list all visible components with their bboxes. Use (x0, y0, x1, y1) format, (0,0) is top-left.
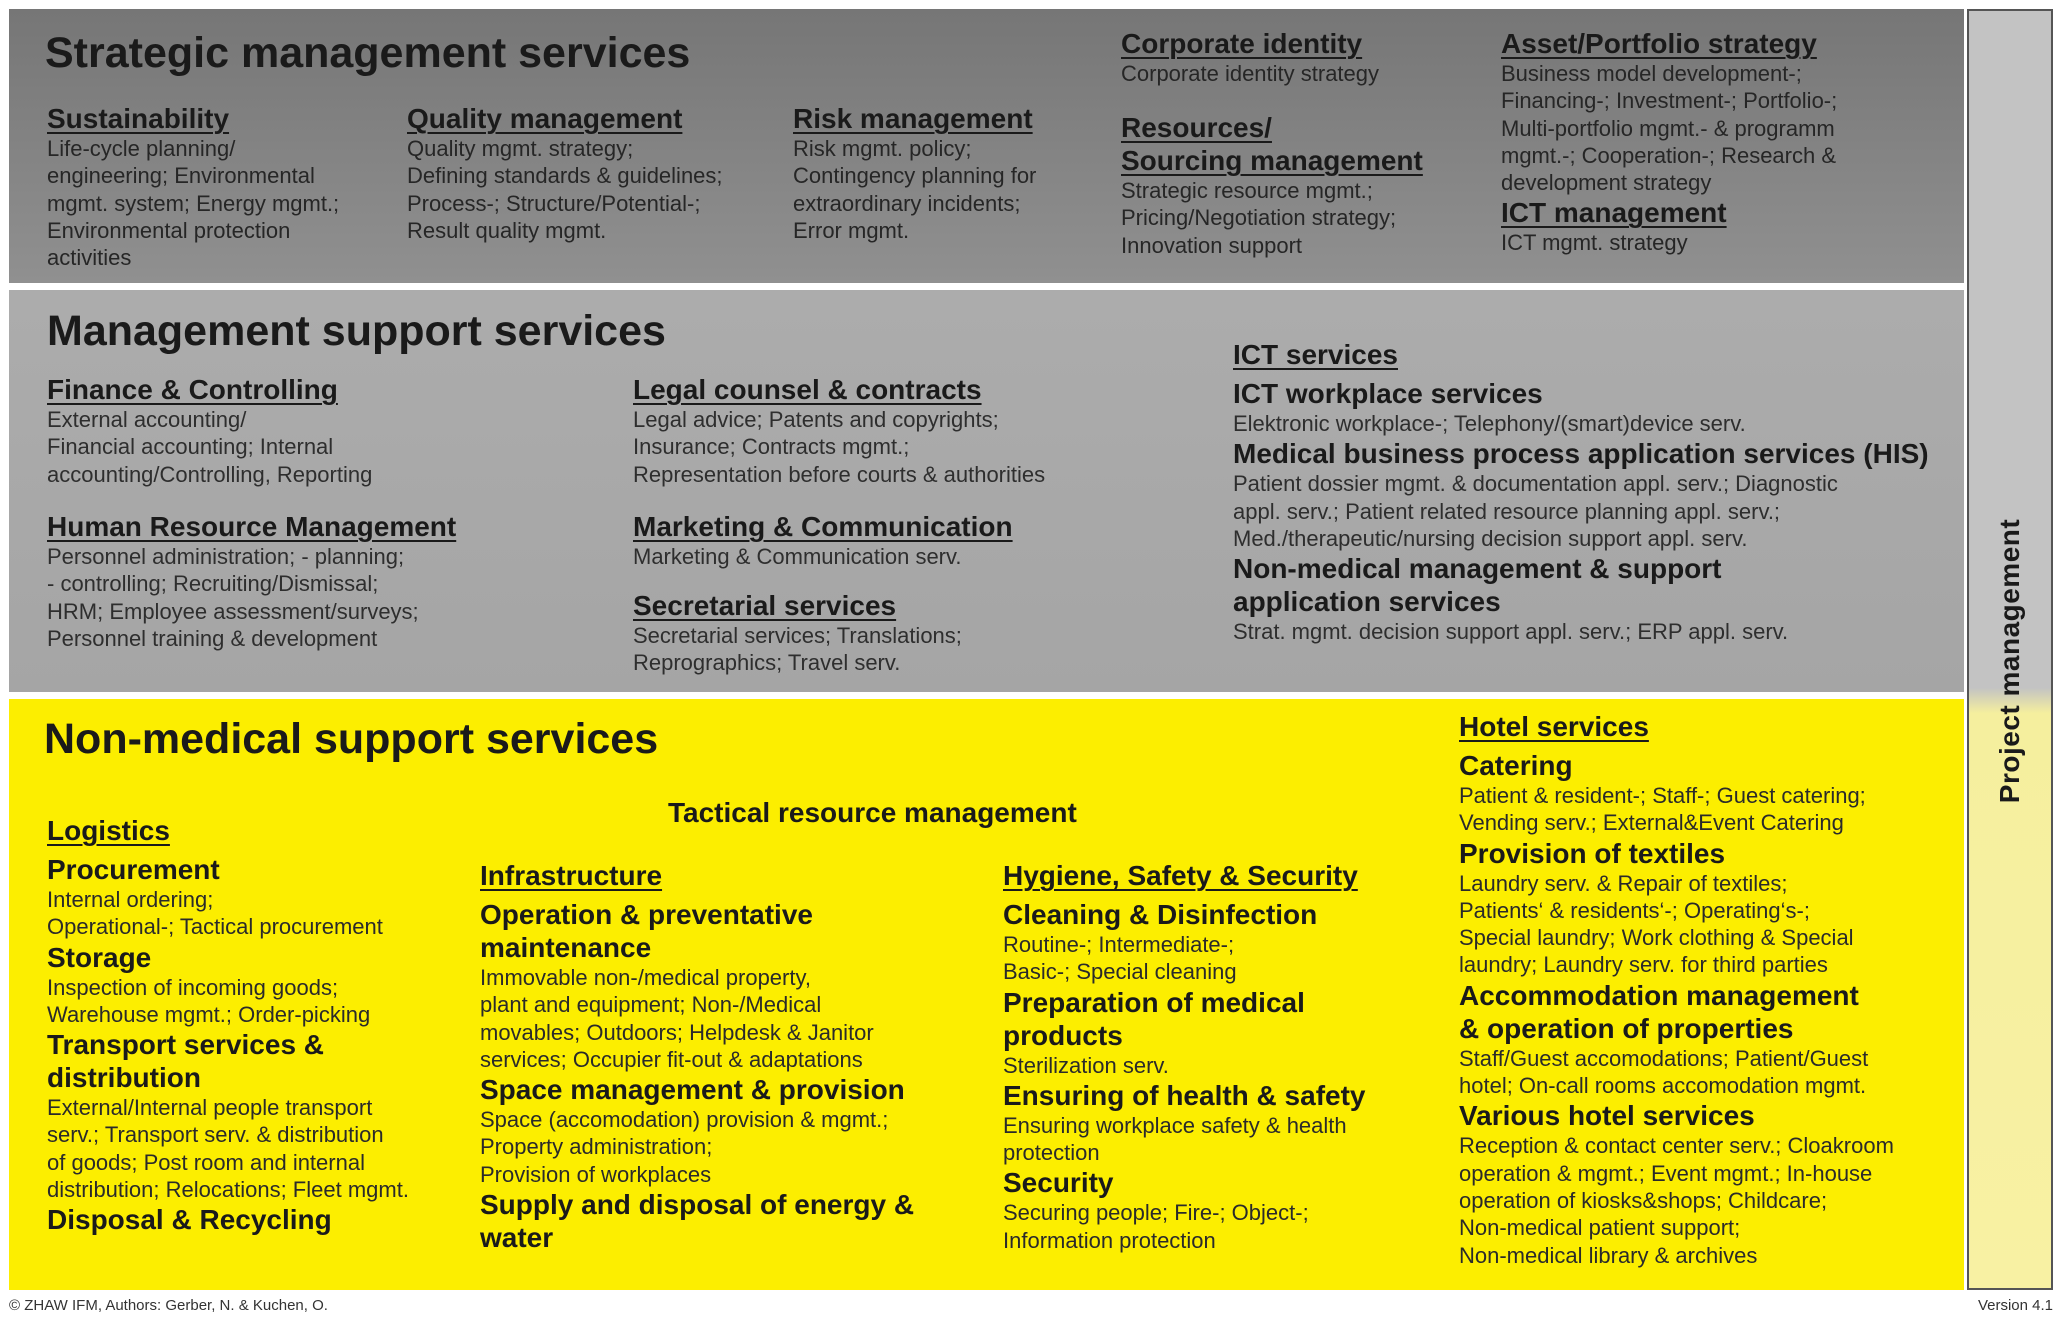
asset-heading: Asset/Portfolio strategy (1501, 28, 1817, 59)
sustainability-block (47, 102, 377, 271)
various-hotel-title: Various hotel services (1459, 1100, 1755, 1132)
text-line: Insurance; Contracts mgmt.; (633, 434, 910, 460)
risk-heading: Risk management (793, 103, 1033, 134)
text-line: Representation before courts & authorities (633, 461, 1046, 487)
health-safety-title: Ensuring of health & safety (1003, 1079, 1366, 1111)
text-line: Information protection (1003, 1227, 1216, 1253)
logistics-heading: Logistics (47, 815, 170, 846)
finance-heading: Finance & Controlling (47, 374, 338, 405)
tactical-resource-title: Tactical resource management (668, 797, 1077, 828)
text-line: Legal advice; Patents and copyrights; (633, 407, 999, 432)
text-line: engineering; Environmental (47, 163, 315, 189)
hotel-heading: Hotel services (1459, 711, 1649, 742)
text-line: Sterilization serv. (1003, 1052, 1169, 1078)
text-line: activities (47, 245, 132, 271)
text-line: protection (1003, 1140, 1100, 1166)
text-line: Space (accomodation) provision & mgmt.; (480, 1107, 889, 1133)
legal-block (633, 373, 1193, 488)
text-line: Financial accounting; Internal (47, 434, 334, 460)
energy-title-1: Supply and disposal of energy & (480, 1189, 915, 1221)
text-line: Quality mgmt. strategy; (407, 136, 634, 161)
finance-block (47, 373, 587, 488)
hygiene-heading: Hygiene, Safety & Security (1003, 860, 1358, 891)
text-line: External accounting/ (47, 407, 247, 432)
marketing-heading: Marketing & Communication (633, 511, 1013, 542)
ict-services-block (1233, 338, 1953, 645)
text-line: Defining standards & guidelines; (407, 163, 723, 189)
text-line: Secretarial services; Translations; (633, 623, 962, 648)
storage-title: Storage (47, 941, 152, 973)
text-line: Provision of workplaces (480, 1161, 712, 1187)
text-line: Result quality mgmt. (407, 217, 607, 243)
text-line: mgmt. system; Energy mgmt.; (47, 190, 340, 216)
project-management-strip (1967, 9, 2053, 1290)
asset-portfolio-block (1501, 27, 1941, 257)
text-line: Non-medical patient support; (1459, 1215, 1741, 1241)
version-footer: Version 4.1 (1977, 1297, 2053, 1314)
text-line: Patient & resident-; Staff-; Guest catering; (1459, 783, 1866, 808)
nonmedical-title: Non-medical support services (44, 715, 659, 763)
text-line: services; Occupier fit-out & adaptations (480, 1046, 863, 1072)
text-line: Special laundry; Work clothing & Special (1459, 925, 1854, 951)
procurement-title: Procurement (47, 854, 220, 885)
text-line: Contingency planning for (793, 163, 1037, 189)
text-line: ICT mgmt. strategy (1501, 230, 1688, 256)
medical-products-title-1: Preparation of medical (1003, 986, 1305, 1018)
infrastructure-block (480, 859, 980, 1254)
text-line: operation of kiosks&shops; Childcare; (1459, 1187, 1828, 1213)
text-line: Personnel administration; - planning; (47, 544, 405, 569)
text-line: Reception & contact center serv.; Cloakroom (1459, 1133, 1894, 1159)
text-line: hotel; On-call rooms accomodation mgmt. (1459, 1073, 1867, 1099)
text-line: Securing people; Fire-; Object-; (1003, 1200, 1309, 1226)
text-line: Error mgmt. (793, 217, 910, 243)
non-medical-support-band (9, 699, 1964, 1290)
text-line: Laundry serv. & Repair of textiles; (1459, 870, 1788, 896)
project-management-label: Project management (1994, 518, 2025, 804)
text-line: Immovable non-/medical property, (480, 965, 811, 990)
infrastructure-heading: Infrastructure (480, 860, 663, 891)
hygiene-safety-block (1003, 859, 1443, 1254)
text-line: Patient dossier mgmt. & documentation appl. serv.; Diagnostic (1233, 471, 1838, 497)
nonmed-app-title-1: Non-medical management & support (1233, 553, 1722, 585)
risk-management-block (793, 102, 1113, 244)
security-title: Security (1003, 1167, 1114, 1199)
transport-title-1: Transport services & (47, 1029, 325, 1061)
operation-title-1: Operation & preventative (480, 899, 813, 930)
hotel-services-block (1459, 710, 1939, 1269)
catering-title: Catering (1459, 750, 1573, 781)
operation-title-2: maintenance (480, 932, 652, 963)
ict-services-heading: ICT services (1233, 339, 1398, 370)
medical-products-title-2: products (1003, 1019, 1123, 1051)
strategic-management-band (9, 9, 1964, 283)
text-line: Operational-; Tactical procurement (47, 914, 383, 940)
copyright-footer: © ZHAW IFM, Authors: Gerber, N. & Kuchen, O. (9, 1297, 328, 1314)
corporate-identity-block (1121, 27, 1491, 87)
text-line: Basic-; Special cleaning (1003, 959, 1237, 985)
sustainability-heading: Sustainability (47, 103, 230, 134)
text-line: External/Internal people transport (47, 1095, 373, 1121)
accommodation-title-1: Accommodation management (1459, 979, 1859, 1011)
strategic-title: Strategic management services (45, 29, 691, 77)
text-line: operation & mgmt.; Event mgmt.; In-house (1459, 1160, 1873, 1186)
text-line: Property administration; (480, 1134, 713, 1160)
text-line: Financing-; Investment-; Portfolio-; (1501, 88, 1838, 114)
text-line: Vending serv.; External&Event Catering (1459, 810, 1844, 836)
legal-heading: Legal counsel & contracts (633, 374, 982, 405)
ict-workplace-title: ICT workplace services (1233, 378, 1543, 409)
text-line: Multi-portfolio mgmt.- & programm (1501, 115, 1835, 141)
secretarial-block (633, 589, 1193, 677)
quality-heading: Quality management (407, 103, 683, 134)
text-line: Reprographics; Travel serv. (633, 650, 901, 676)
text-line: mgmt.-; Cooperation-; Research & (1501, 142, 1837, 168)
text-line: Risk mgmt. policy; (793, 136, 972, 161)
text-line: extraordinary incidents; (793, 190, 1021, 216)
energy-title-2: water (480, 1222, 554, 1254)
text-line: Elektronic workplace-; Telephony/(smart)device serv. (1233, 411, 1746, 436)
text-line: Strat. mgmt. decision support appl. serv.; ERP appl. serv. (1233, 619, 1789, 645)
text-line: - controlling; Recruiting/Dismissal; (47, 571, 379, 597)
text-line: of goods; Post room and internal (47, 1149, 365, 1175)
text-line: Life-cycle planning/ (47, 136, 236, 161)
text-line: development strategy (1501, 170, 1712, 196)
text-line: Non-medical library & archives (1459, 1242, 1758, 1268)
resources-heading-1: Resources/ (1121, 112, 1272, 143)
text-line: Personnel training & development (47, 625, 378, 651)
nonmed-app-title-2: application services (1233, 586, 1501, 618)
text-line: Pricing/Negotiation strategy; (1121, 205, 1397, 231)
hrm-heading: Human Resource Management (47, 511, 457, 542)
text-line: Inspection of incoming goods; (47, 974, 339, 1000)
text-line: Innovation support (1121, 232, 1303, 258)
text-line: Ensuring workplace safety & health (1003, 1112, 1347, 1138)
quality-management-block (407, 102, 777, 244)
text-line: Patients‘ & residents‘-; Operating‘s-; (1459, 897, 1810, 923)
text-line: Internal ordering; (47, 887, 214, 912)
support-title: Management support services (47, 307, 666, 355)
resources-sourcing-block (1121, 111, 1491, 259)
management-support-band (9, 290, 1964, 692)
text-line: serv.; Transport serv. & distribution (47, 1122, 384, 1148)
text-line: Process-; Structure/Potential-; (407, 190, 701, 216)
marketing-block (633, 510, 1193, 570)
textiles-title: Provision of textiles (1459, 837, 1726, 869)
transport-title-2: distribution (47, 1062, 201, 1094)
hrm-block (47, 510, 587, 652)
resources-heading-2: Sourcing management (1121, 145, 1423, 176)
text-line: Routine-; Intermediate-; (1003, 932, 1235, 957)
his-title: Medical business process application services (HIS) (1233, 438, 1929, 470)
disposal-title: Disposal & Recycling (47, 1204, 332, 1236)
text-line: Business model development-; (1501, 61, 1802, 86)
text-line: Warehouse mgmt.; Order-picking (47, 1001, 371, 1027)
cleaning-title: Cleaning & Disinfection (1003, 899, 1318, 930)
logistics-block (47, 814, 467, 1236)
text-line: Environmental protection (47, 217, 291, 243)
text-line: appl. serv.; Patient related resource planning appl. serv.; (1233, 498, 1781, 524)
text-line: Corporate identity strategy (1121, 61, 1380, 86)
text-line: laundry; Laundry serv. for third parties (1459, 952, 1828, 978)
accommodation-title-2: & operation of properties (1459, 1012, 1794, 1044)
secretarial-heading: Secretarial services (633, 590, 897, 621)
text-line: movables; Outdoors; Helpdesk & Janitor (480, 1019, 874, 1045)
text-line: Med./therapeutic/nursing decision support appl. serv. (1233, 525, 1748, 551)
text-line: Marketing & Communication serv. (633, 544, 962, 569)
text-line: plant and equipment; Non-/Medical (480, 992, 822, 1018)
text-line: HRM; Employee assessment/surveys; (47, 598, 419, 624)
ict-management-heading: ICT management (1501, 197, 1727, 229)
text-line: accounting/Controlling, Reporting (47, 461, 373, 487)
text-line: Strategic resource mgmt.; (1121, 178, 1373, 203)
corporate-heading: Corporate identity (1121, 28, 1363, 59)
text-line: Staff/Guest accomodations; Patient/Guest (1459, 1045, 1869, 1071)
space-title: Space management & provision (480, 1074, 905, 1106)
text-line: distribution; Relocations; Fleet mgmt. (47, 1177, 409, 1203)
